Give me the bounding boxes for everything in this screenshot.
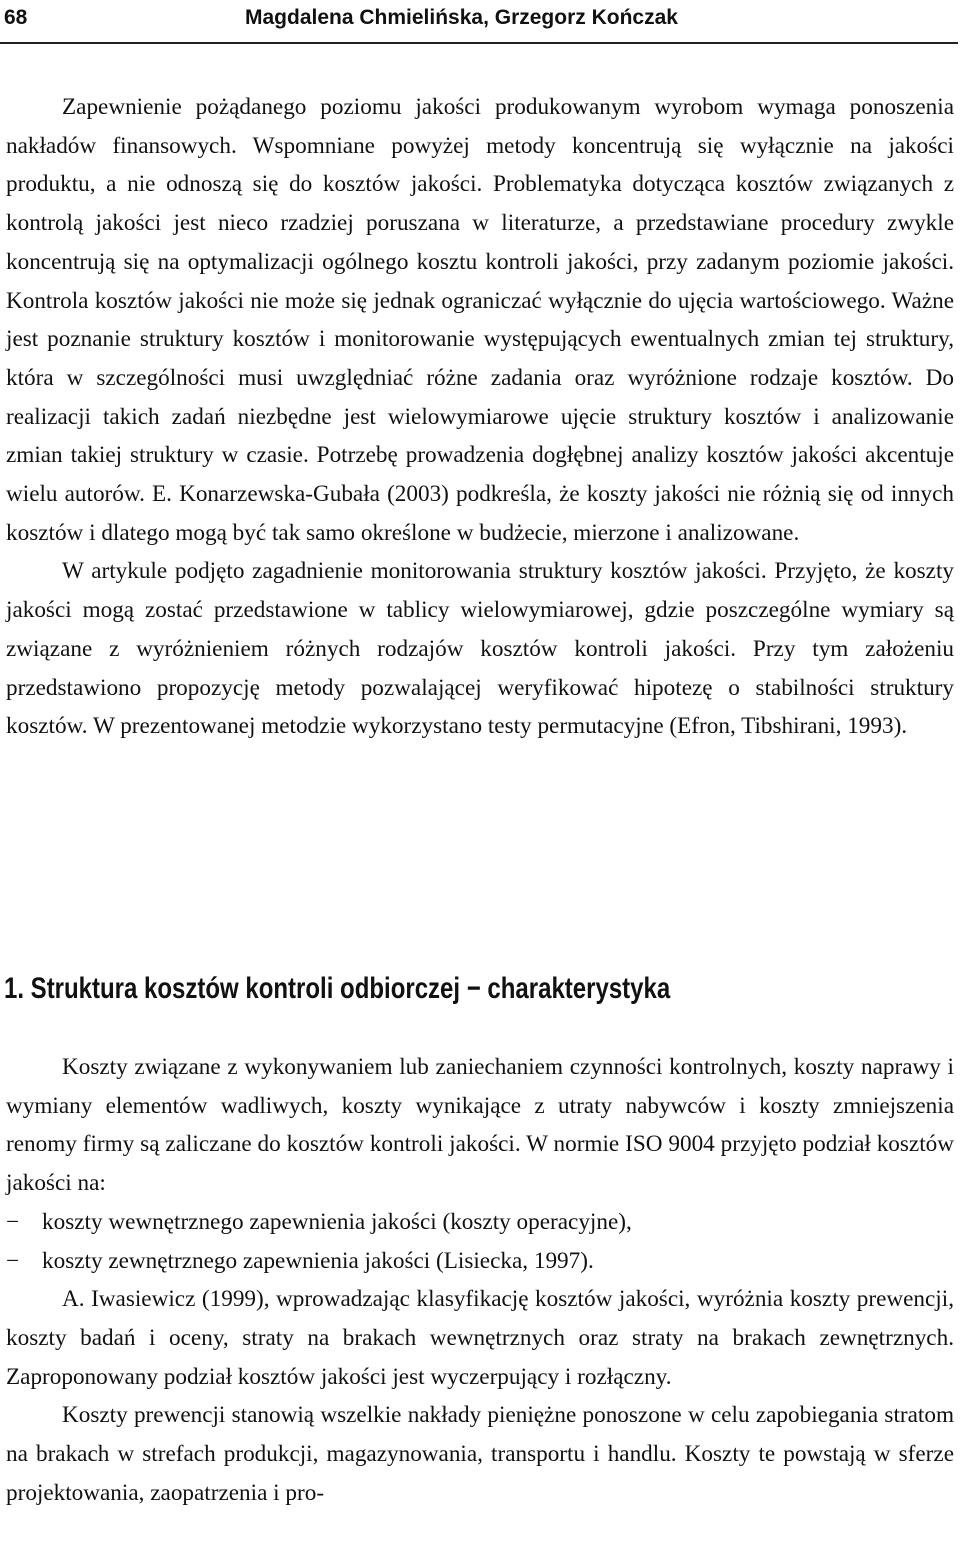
intro-paragraph-1: Zapewnienie pożądanego poziomu jakości produkowanym wyrobom wymaga ponoszenia nakładów finansowych. Wspomniane powyżej metody koncentrują się wyłącznie na jakości produktu, a nie odnoszą się do kosztów jakości. Problematyka dotycząca kosztów związanych z kontrolą jakości jest nieco rzadziej poruszana w literaturze, a przedstawiane procedury zwykle koncentrują się na optymalizacji ogólnego kosztu kontroli jakości, przy zadanym poziomie jakości. Kontrola kosztów jakości nie może się jednak ograniczać wyłącznie do ujęcia wartościowego. Ważne jest poznanie struktury kosztów i monitorowanie występujących ewentualnych zmian tej struktury, która w szczególności musi uwzględniać różne zadania oraz wyróżnione rodzaje kosztów. Do realizacji takich zadań niezbędne jest wielowymiarowe ujęcie struktury kosztów i analizowanie zmian takiej struktury w czasie. Potrzebę prowadzenia dogłębnej analizy kosztów jakości akcentuje wielu autorów. E. Konarzewska-Gubała (2003) podkreśla, że koszty jakości nie różnią się od innych kosztów i dlatego mogą być tak samo określone w budżecie, mierzone i analizowane.	[6, 94, 954, 546]
section-paragraph-1: Koszty związane z wykonywaniem lub zaniechaniem czynności kontrolnych, koszty naprawy i wymiany elementów wadliwych, koszty wynikające z utraty nabywców i koszty zmniejszenia renomy firmy są zaliczane do kosztów kontroli jakości. W normie ISO 9004 przyjęto podział kosztów jakości na:	[6, 1054, 954, 1197]
intro-paragraph-2: W artykule podjęto zagadnienie monitorowania struktury kosztów jakości. Przyjęto, że koszty jakości mogą zostać przedstawione w tablicy wielowymiarowej, gdzie poszczególne wymiary są związane z wyróżnieniem różnych rodzajów kosztów kontroli jakości. Przy tym założeniu przedstawiono propozycję metody pozwalającej weryfikować hipotezę o stabilności struktury kosztów. W prezentowanej metodzie wykorzystano testy permutacyjne (Efron, Tibshirani, 1993).	[6, 558, 954, 740]
list-item	[6, 1203, 954, 1242]
intro-text	[6, 88, 954, 746]
section-paragraph-3: Koszty prewencji stanowią wszelkie nakłady pieniężne ponoszone w celu zapobiegania stratom na brakach w strefach produkcji, magazynowania, transportu i handlu. Koszty te powstają w sferze projektowania, zaopatrzenia i pro-	[6, 1402, 954, 1506]
list-dash: −	[6, 1247, 20, 1274]
page-number: 68	[4, 6, 28, 29]
list-dash: −	[6, 1208, 20, 1235]
section-heading: 1. Struktura kosztów kontroli odbiorczej − charakterystyka	[4, 972, 671, 1005]
page-header	[0, 0, 958, 44]
section-paragraph-2: A. Iwasiewicz (1999), wprowadzając klasyfikację kosztów jakości, wyróżnia koszty prewencji, koszty badań i oceny, straty na brakach wewnętrznych oraz straty na brakach zewnętrznych. Zaproponowany podział kosztów jakości jest wyczerpujący i rozłączny.	[6, 1286, 954, 1390]
list-item-text: koszty wewnętrznego zapewnienia jakości (koszty operacyjne),	[42, 1208, 632, 1235]
section-text	[6, 1048, 954, 1512]
list-item	[6, 1242, 954, 1281]
running-head-authors: Magdalena Chmielińska, Grzegorz Kończak	[245, 6, 678, 29]
cost-types-list	[6, 1203, 954, 1280]
list-item-text: koszty zewnętrznego zapewnienia jakości (Lisiecka, 1997).	[42, 1247, 594, 1274]
